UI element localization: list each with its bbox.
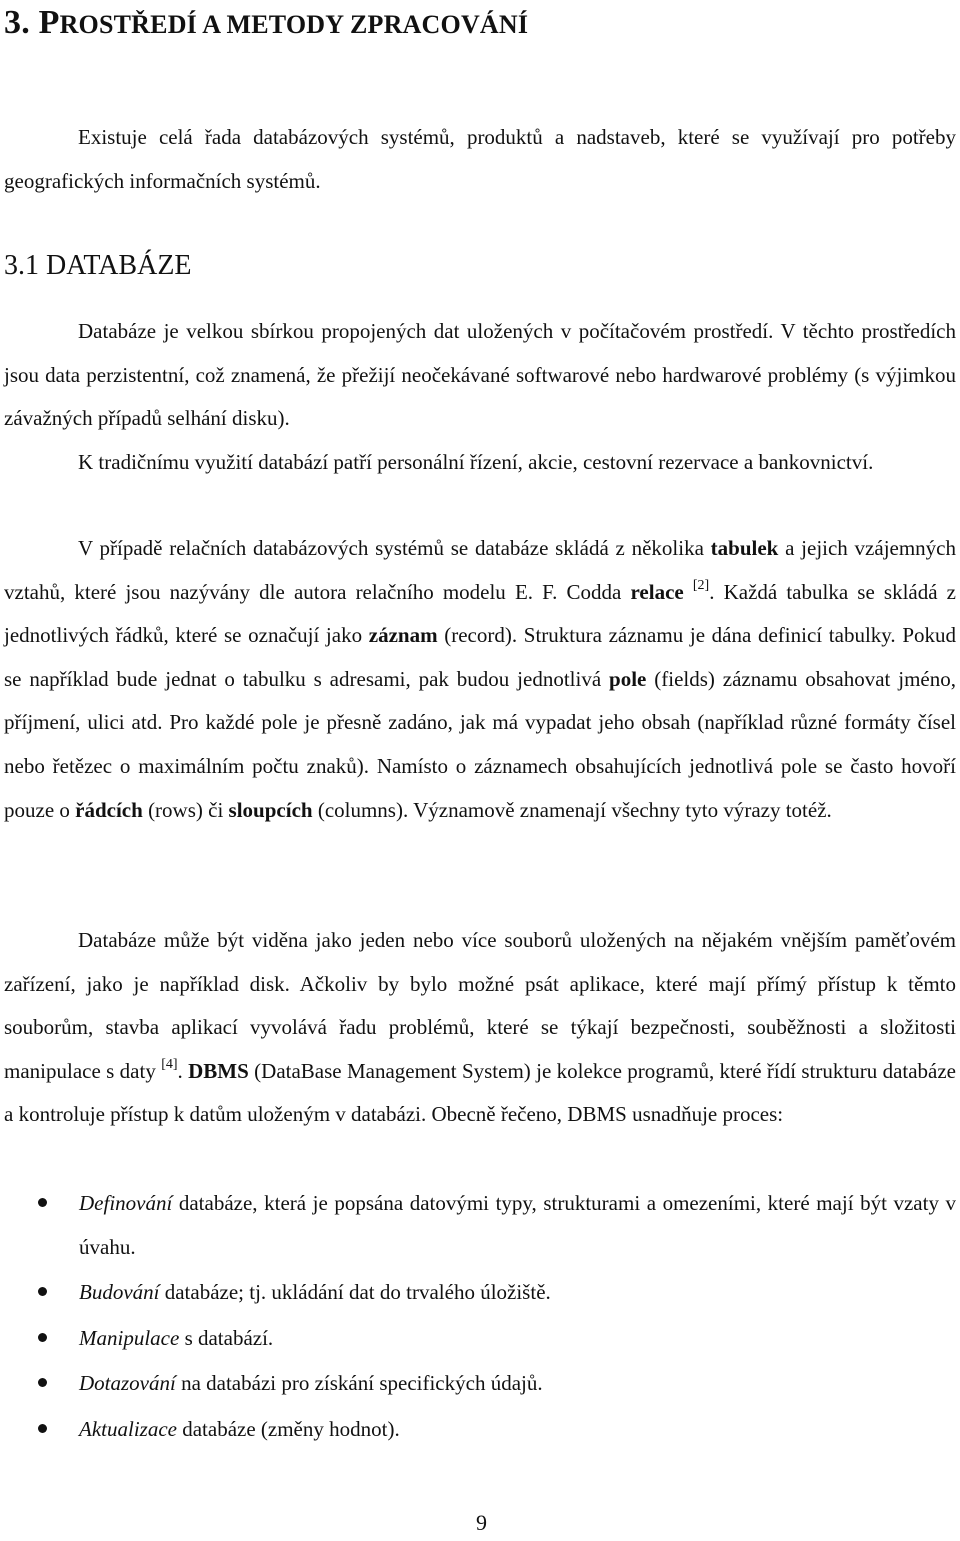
reference-4: [4] <box>161 1056 178 1072</box>
section-title: 3.1 DATABÁZE <box>4 250 192 281</box>
paragraph-database-definition: Databáze je velkou sbírkou propojených dat uložených v počítačovém prostředí. V těchto prostředích jsou data perzistentní, což znamená, že přežijí neočekávané softwarové nebo hardwarové problémy (s výjimkou závažných případů selhání disku). <box>4 319 956 431</box>
term-sloupcich: sloupcích <box>228 797 313 822</box>
paragraph-relational-systems: V případě relačních databázových systémů se databáze skládá z několika tabulek a jejich vzájemných vztahů, které jsou nazývány dle autora relačního modelu E. F. Codda relace [2]. Každá tabulka se skládá z jednotlivých řádků, které se označují jako záznam (record). Struktura záznamu je dána definicí tabulky. Pokud se například bude jednat o tabulku s adresami, pak budou jednotlivá pole (fields) záznamu obsahovat jméno, příjmení, ulici atd. Pro každé pole je přesně zadáno, jak má vypadat jeho obsah (například různé formáty čísel nebo řetězec o maximálním počtu znaků). Namísto o záznamech obsahujících jednotlivá pole se často hovoří pouze o řádcích (rows) či sloupcích (columns). Významově znamenají všechny tyto výrazy totéž. <box>4 536 957 822</box>
bullet-icon <box>38 1198 47 1207</box>
reference-2: [2] <box>692 577 710 593</box>
list-item: Dotazování na databázi pro získání specifických údajů. <box>4 1362 956 1406</box>
chapter-title <box>4 4 528 42</box>
dbms-process-list <box>4 1182 956 1454</box>
term-pole: pole <box>609 666 647 691</box>
bullet-icon <box>38 1287 47 1296</box>
term-tabulek: tabulek <box>710 536 779 560</box>
paragraph-traditional-use: K tradičnímu využití databází patří personální řízení, akcie, cestovní rezervace a bankovnictví. <box>78 450 874 474</box>
list-item: Definování databáze, která je popsána datovými typy, strukturami a omezeními, které mají být vzaty v úvahu. <box>4 1182 956 1269</box>
chapter-title-initial: 3. P <box>4 4 60 41</box>
paragraph-dbms: Databáze může být viděna jako jeden nebo více souborů uložených na nějakém vnějším paměťovém zařízení, jako je například disk. Ačkoliv by bylo možné psát aplikace, které mají přímý přístup k těmto souborům, stavba aplikací vyvolává řadu problémů, které se týkají bezpečnosti, souběžnosti a složitosti manipulace s daty [4]. DBMS (DataBase Management System) je kolekce programů, které řídí strukturu databáze a kontroluje přístup k datům uloženým v databázi. Obecně řečeno, DBMS usnadňuje proces: <box>4 928 957 1127</box>
bullet-icon <box>38 1378 47 1387</box>
term-dbms: DBMS <box>188 1058 249 1083</box>
term-zaznam: záznam <box>368 623 438 648</box>
term-radcich: řádcích <box>75 797 143 822</box>
bullet-icon <box>38 1424 47 1433</box>
list-item: Budování databáze; tj. ukládání dat do trvalého úložiště. <box>4 1271 956 1315</box>
bullet-icon <box>38 1333 47 1342</box>
page-number: 9 <box>476 1510 487 1535</box>
term-relace: relace <box>630 579 684 604</box>
list-item: Manipulace s databází. <box>4 1317 956 1361</box>
chapter-title-rest: ROSTŘEDÍ A METODY ZPRACOVÁNÍ <box>59 10 529 39</box>
intro-paragraph: Existuje celá řada databázových systémů, produktů a nadstaveb, které se využívají pro potřeby geografických informačních systémů. <box>4 125 956 193</box>
list-item: Aktualizace databáze (změny hodnot). <box>4 1408 956 1452</box>
